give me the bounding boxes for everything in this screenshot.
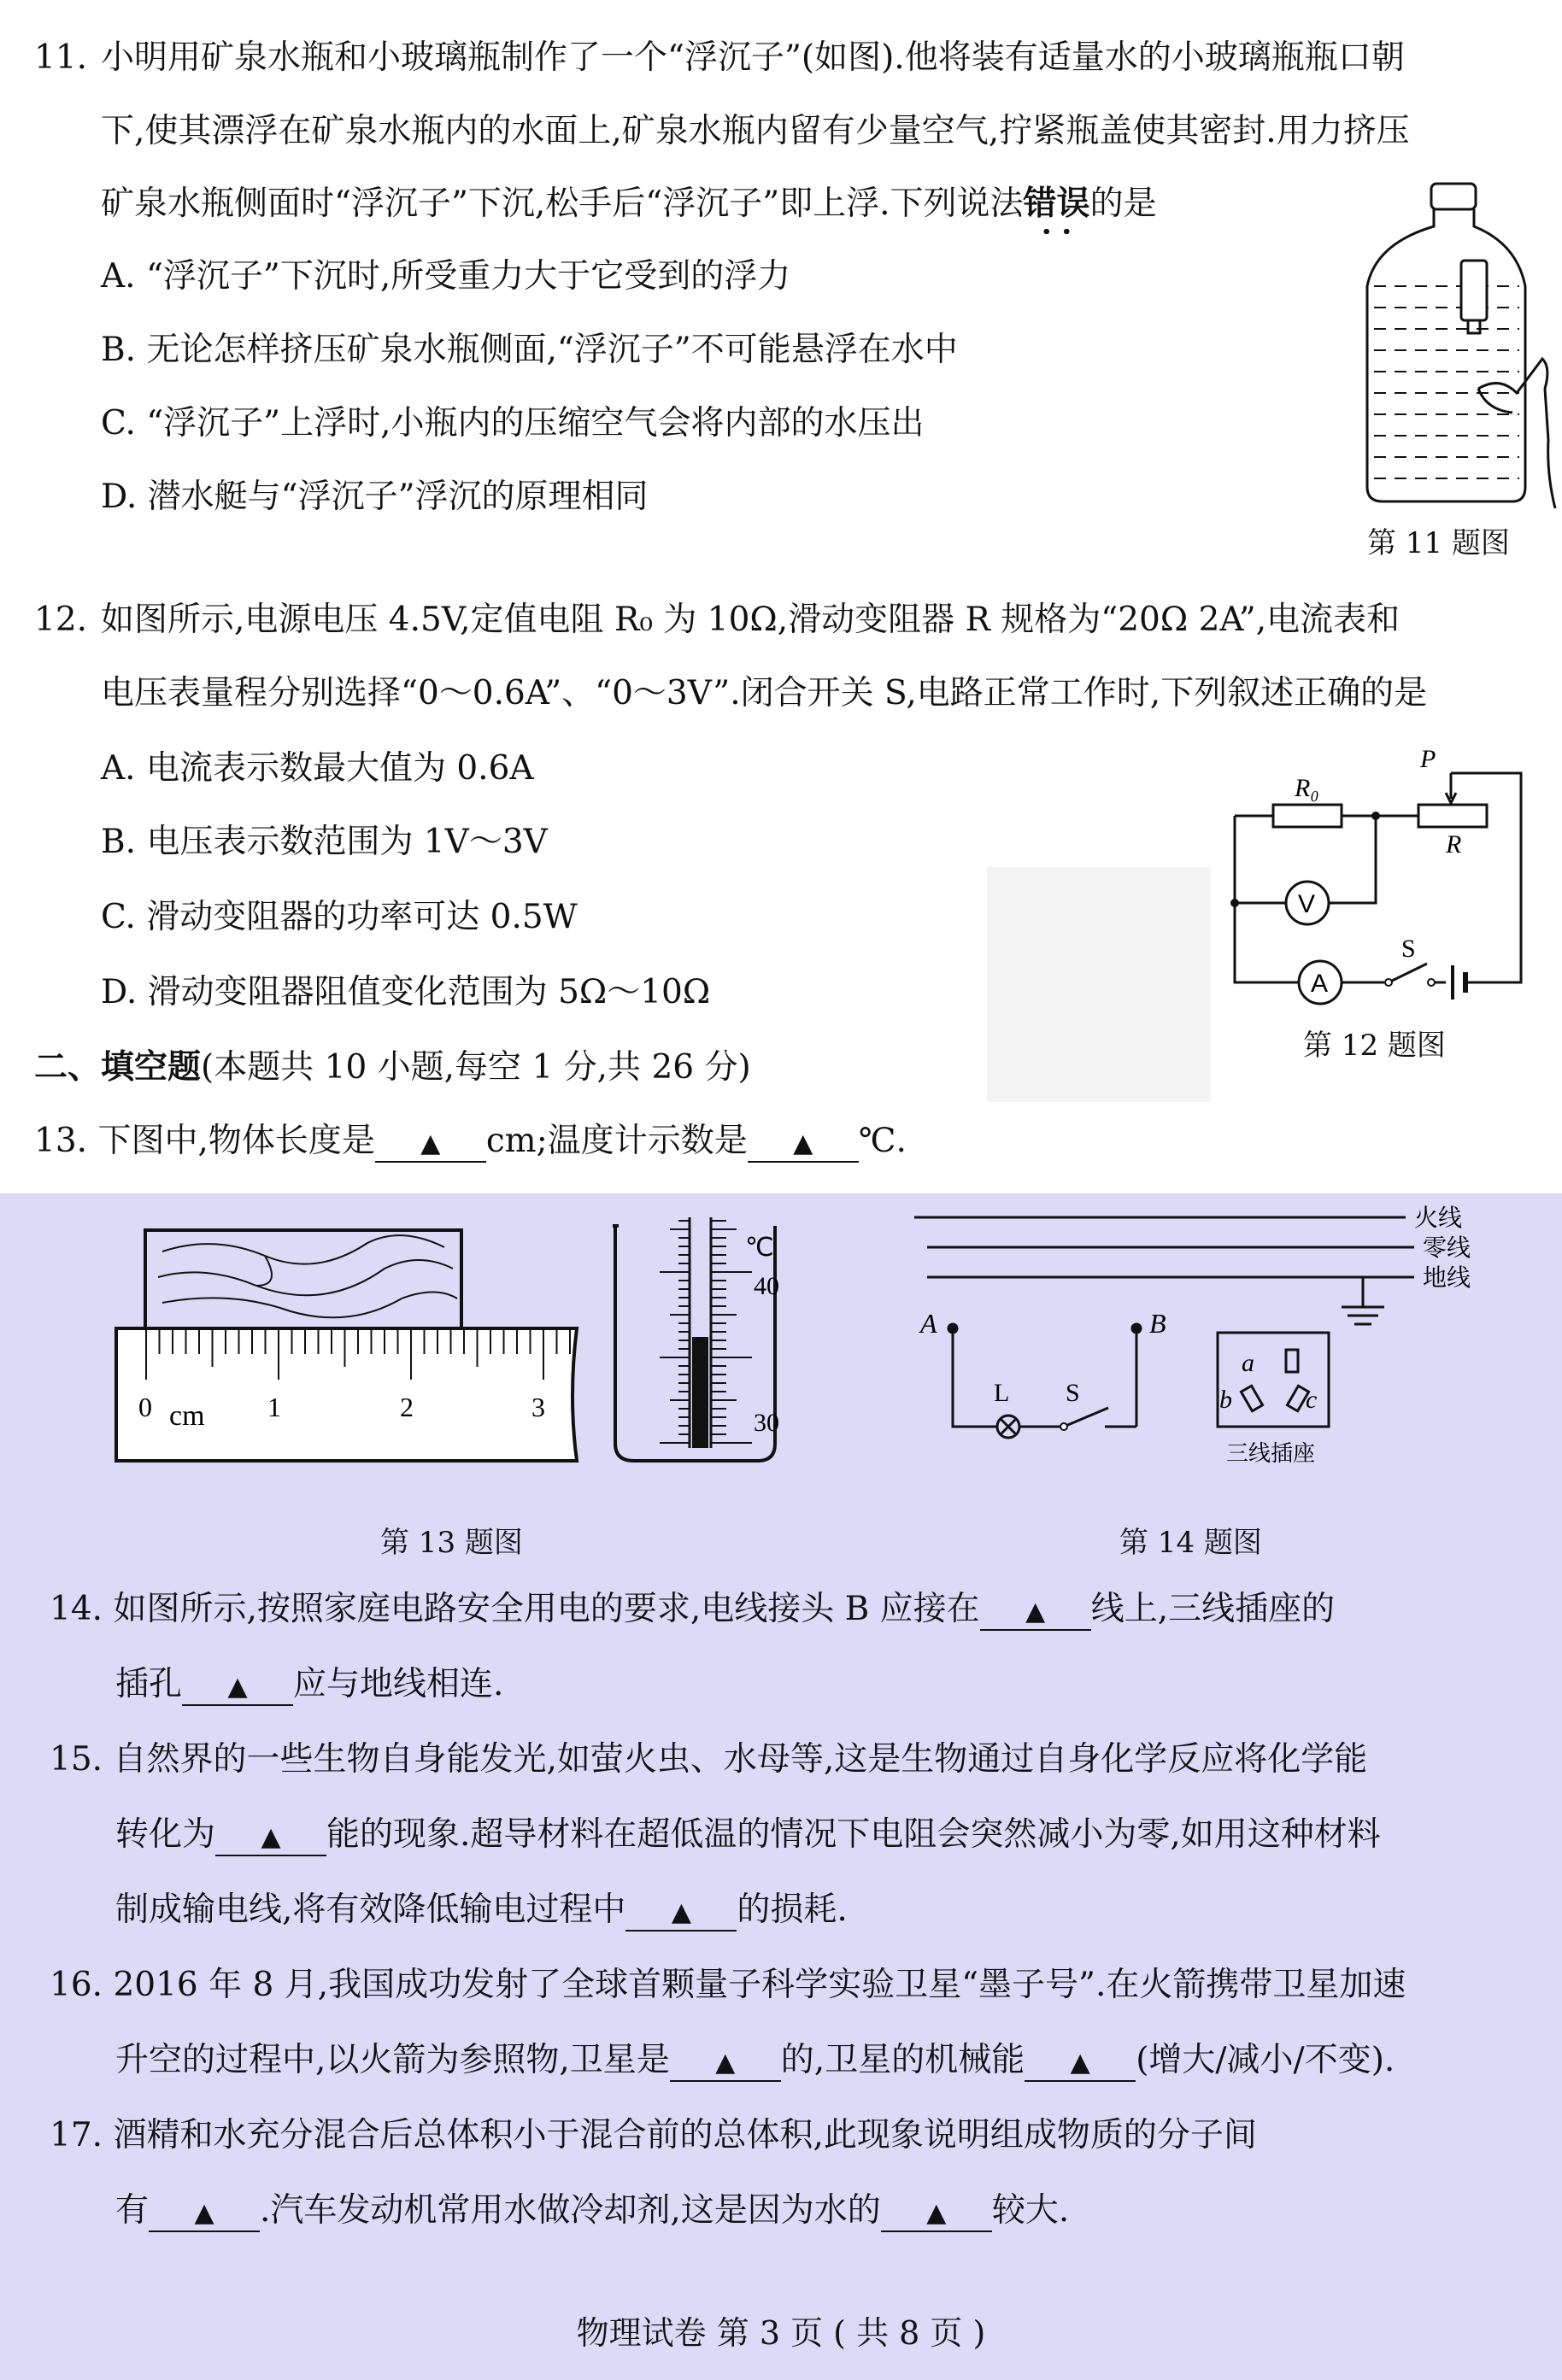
- q11-figure-caption: 第 11 题图: [1367, 526, 1510, 560]
- q12-stem-line2: 电压表量程分别选择“0～0.6A”、“0～3V”.闭合开关 S,电路正常工作时,下列叙述正确的是: [101, 674, 1428, 712]
- q12-number: 12.: [34, 601, 88, 639]
- q16-line2: 升空的过程中,以火箭为参照物,卫星是 ▲ 的,卫星的机械能 ▲ (增大/减小/不变).: [115, 2038, 1395, 2083]
- thermo-label-30: 30: [754, 1409, 779, 1437]
- page-footer: 物理试卷 第 3 页 ( 共 8 页 ): [576, 2314, 986, 2352]
- q15-blank-2: ▲: [625, 1893, 737, 1932]
- hole-c-label: c: [1306, 1386, 1318, 1414]
- q17-line1: 17. 酒精和水充分混合后总体积小于混合前的总体积,此现象说明组成物质的分子间: [50, 2116, 1257, 2154]
- q11-number: 11.: [34, 38, 88, 77]
- q16-line1: 16. 2016 年 8 月,我国成功发射了全球首颗量子科学实验卫星“墨子号”.在火箭携带卫星加速: [50, 1966, 1406, 2004]
- switch-label: S: [1066, 1379, 1080, 1407]
- q13-blank-1: ▲: [375, 1124, 486, 1163]
- node-b-label: B: [1149, 1308, 1166, 1339]
- q13-figure-caption: 第 13 题图: [380, 1526, 523, 1560]
- q13-line: 13. 下图中,物体长度是 ▲ cm;温度计示数是 ▲ ℃.: [34, 1119, 907, 1164]
- q15-blank-1: ▲: [215, 1818, 326, 1856]
- q13-ruler-figure: [111, 1217, 590, 1465]
- q11-bottle-figure: [1350, 184, 1521, 508]
- q11-option-c: C. “浮沉子”上浮时,小瓶内的压缩空气会将内部的水压出: [101, 404, 925, 443]
- q12-label-r: R: [1446, 830, 1462, 859]
- q11-stem-line1: 小明用矿泉水瓶和小玻璃瓶制作了一个“浮沉子”(如图).他将装有适量水的小玻璃瓶瓶口朝: [101, 38, 1405, 77]
- q17-blank-1: ▲: [149, 2194, 260, 2232]
- node-a-label: A: [920, 1308, 937, 1339]
- wire-label-neutral: 零线: [1423, 1234, 1471, 1262]
- q12-figure-caption: 第 12 题图: [1303, 1029, 1446, 1063]
- q14-blank-1: ▲: [980, 1592, 1091, 1631]
- q12-label-s: S: [1401, 935, 1416, 963]
- q11-option-b: B. 无论怎样挤压矿泉水瓶侧面,“浮沉子”不可能悬浮在水中: [101, 331, 958, 369]
- q12-label-r0: R₀: [1295, 774, 1319, 802]
- q15-line3: 制成输电线,将有效降低输电过程中 ▲ 的损耗.: [115, 1888, 848, 1932]
- q16-blank-1: ▲: [670, 2043, 781, 2082]
- wire-label-live: 火线: [1414, 1204, 1463, 1232]
- q14-line1: 14. 如图所示,按照家庭电路安全用电的要求,电线接头 B 应接在 ▲ 线上,三线插座的: [50, 1587, 1335, 1632]
- q12-circuit-figure: [1222, 745, 1538, 1017]
- ruler-label-3: 3: [531, 1392, 545, 1422]
- q14-figure-caption: 第 14 题图: [1119, 1526, 1262, 1560]
- hole-b-label: b: [1219, 1386, 1232, 1414]
- q12-option-b: B. 电压表示数范围为 1V～3V: [101, 823, 548, 861]
- q17-blank-2: ▲: [881, 2194, 992, 2232]
- q12-option-a: A. 电流表示数最大值为 0.6A: [101, 749, 534, 788]
- q14-line2: 插孔 ▲ 应与地线相连.: [115, 1662, 503, 1707]
- q14-blank-2: ▲: [182, 1668, 293, 1706]
- q15-line1: 15. 自然界的一些生物自身能发光,如萤火虫、水母等,这是生物通过自身化学反应将化学能: [50, 1740, 1368, 1779]
- q12-stem-line1: 如图所示,电源电压 4.5V,定值电阻 R₀ 为 10Ω,滑动变阻器 R 规格为“20Ω 2A”,电流表和: [101, 601, 1401, 639]
- q11-emphasis: 错误: [1024, 181, 1090, 226]
- q11-option-a: A. “浮沉子”下沉时,所受重力大于它受到的浮力: [101, 257, 791, 296]
- q12-label-a: A: [1311, 970, 1329, 998]
- section2-heading: 二、填空题(本题共 10 小题,每空 1 分,共 26 分): [34, 1047, 751, 1087]
- q13-thermometer-figure: [608, 1217, 813, 1465]
- q12-label-v: V: [1298, 890, 1316, 918]
- wire-label-ground: 地线: [1423, 1263, 1471, 1292]
- lamp-label: L: [994, 1379, 1010, 1407]
- thermo-unit: ℃: [745, 1234, 774, 1262]
- q17-line2: 有 ▲ .汽车发动机常用水做冷却剂,这是因为水的 ▲ 较大.: [115, 2189, 1069, 2233]
- ruler-label-0: 0: [138, 1392, 152, 1422]
- q11-option-d: D. 潜水艇与“浮沉子”浮沉的原理相同: [101, 478, 649, 516]
- q11-stem-line3: 矿泉水瓶侧面时“浮沉子”下沉,松手后“浮沉子”即上浮.下列说法错误的是: [101, 181, 1157, 226]
- q13-blank-2: ▲: [748, 1124, 859, 1163]
- ruler-label-2: 2: [400, 1392, 414, 1422]
- thermo-label-40: 40: [754, 1272, 779, 1300]
- hole-a-label: a: [1242, 1349, 1254, 1377]
- q15-line2: 转化为 ▲ 能的现象.超导材料在超低温的情况下电阻会突然减小为零,如用这种材料: [115, 1813, 1381, 1857]
- q12-label-p: P: [1420, 745, 1436, 773]
- q11-stem-line2: 下,使其漂浮在矿泉水瓶内的水面上,矿泉水瓶内留有少量空气,拧紧瓶盖使其密封.用力挤压: [101, 112, 1410, 150]
- socket-label: 三线插座: [1226, 1441, 1316, 1467]
- q16-blank-2: ▲: [1025, 2043, 1136, 2082]
- q12-option-d: D. 滑动变阻器阻值变化范围为 5Ω～10Ω: [101, 973, 711, 1011]
- ruler-unit: cm: [169, 1400, 205, 1432]
- q12-option-c: C. 滑动变阻器的功率可达 0.5W: [101, 898, 578, 936]
- blank-patch: [987, 867, 1211, 1102]
- ruler-label-1: 1: [267, 1392, 281, 1422]
- q14-wiring-figure: [910, 1196, 1525, 1486]
